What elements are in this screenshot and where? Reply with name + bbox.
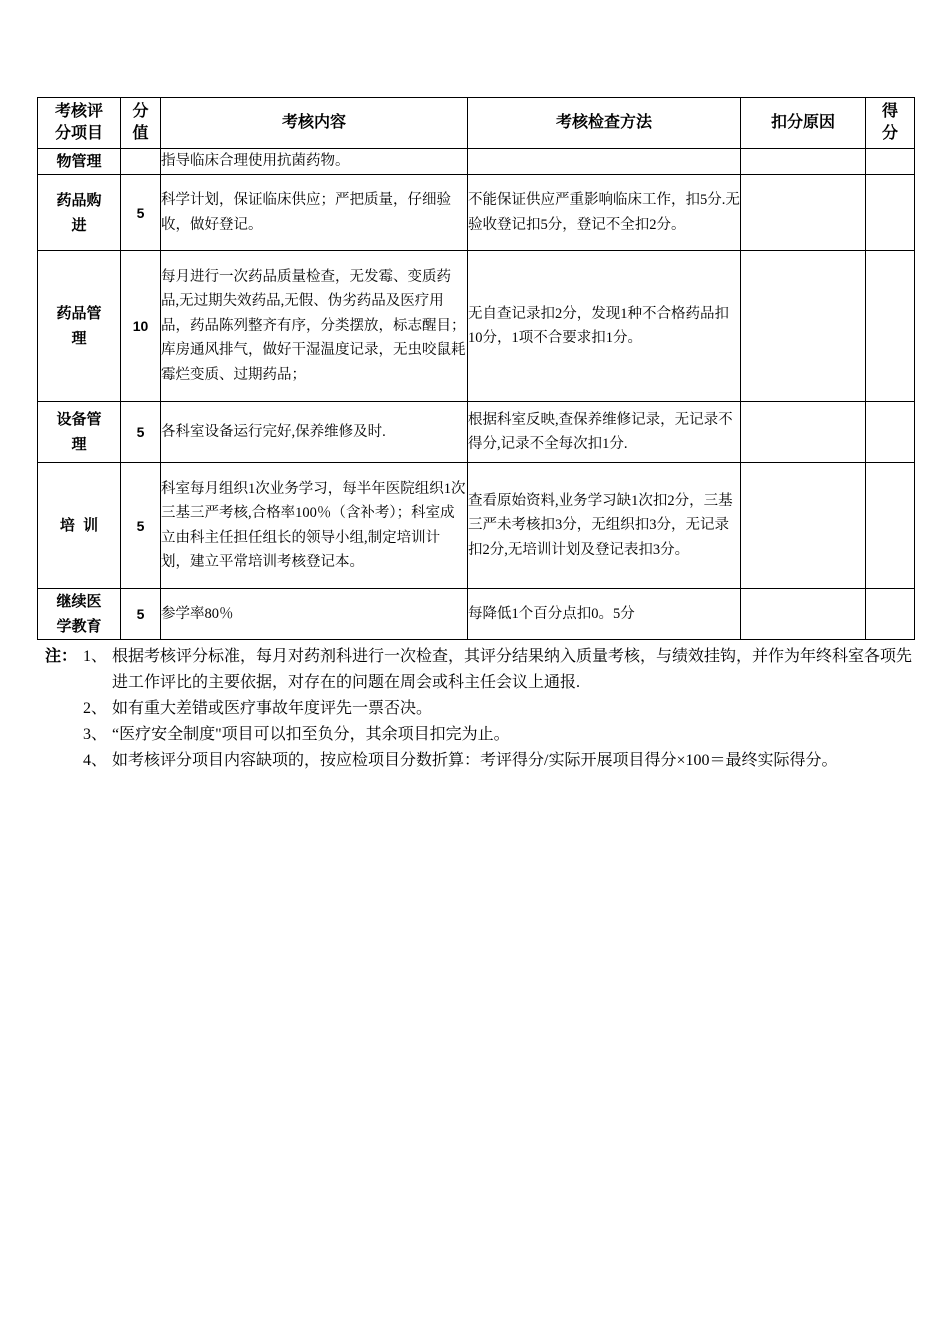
row-got-cell [866,251,915,402]
row-item: 设备管理 [38,402,121,463]
note-number: 3、 [83,726,108,743]
row-content: 指导临床合理使用抗菌药物。 [161,149,468,175]
row-item: 药品购进 [38,175,121,251]
row-method [468,149,741,175]
row-method: 不能保证供应严重影响临床工作，扣5分.无验收登记扣5分，登记不全扣2分。 [468,175,741,251]
row-score: 5 [121,402,161,463]
row-item: 培 训 [38,463,121,589]
table-row [38,251,915,402]
row-got-cell [866,589,915,640]
row-reason-cell [741,589,866,640]
row-content: 参学率80％ [161,589,468,640]
notes-section [37,644,914,774]
note-item [37,696,914,722]
table-row [38,589,915,640]
note-item [37,748,914,774]
row-got-cell [866,175,915,251]
notes-label: 注： [45,648,78,665]
note-text: 如有重大差错或医疗事故年度评先一票否决。 [112,700,433,717]
row-reason-cell [741,402,866,463]
header-row [38,98,915,149]
table-row [38,175,915,251]
row-item: 继续医学教育 [38,589,121,640]
row-score [121,149,161,175]
header-got: 得分 [866,98,915,149]
row-score: 5 [121,175,161,251]
row-item: 物管理 [38,149,121,175]
header-content: 考核内容 [161,98,468,149]
row-item: 药品管理 [38,251,121,402]
note-text: 如考核评分项目内容缺项的，按应检项目分数折算：考评得分/实际开展项目得分×100＝最终实际得分。 [112,752,838,769]
row-score: 5 [121,463,161,589]
note-text: “医疗安全制度"项目可以扣至负分，其余项目扣完为止。 [112,726,510,743]
note-number: 4、 [83,752,108,769]
note-number: 2、 [83,700,108,717]
row-method: 每降低1个百分点扣0。5分 [468,589,741,640]
table-row [38,463,915,589]
header-item: 考核评分项目 [38,98,121,149]
note-number: 1、 [83,648,108,665]
table-row [38,402,915,463]
header-score: 分值 [121,98,161,149]
row-method: 查看原始资料,业务学习缺1次扣2分，三基三严未考核扣3分，无组织扣3分，无记录扣2分,无培训计划及登记表扣3分。 [468,463,741,589]
row-got-cell [866,149,915,175]
row-method: 根据科室反映,查保养维修记录，无记录不得分,记录不全每次扣1分. [468,402,741,463]
row-reason-cell [741,463,866,589]
header-method: 考核检查方法 [468,98,741,149]
row-got-cell [866,402,915,463]
row-content: 各科室设备运行完好,保养维修及时. [161,402,468,463]
row-reason-cell [741,175,866,251]
note-text: 根据考核评分标准，每月对药剂科进行一次检查，其评分结果纳入质量考核，与绩效挂钩，并作为年终科室各项先进工作评比的主要依据，对存在的问题在周会或科主任会议上通报. [112,648,913,691]
assessment-table [37,97,915,640]
row-score: 10 [121,251,161,402]
row-score: 5 [121,589,161,640]
row-got-cell [866,463,915,589]
table-row [38,149,915,175]
row-reason-cell [741,251,866,402]
row-method: 无自查记录扣2分，发现1种不合格药品扣10分，1项不合要求扣1分。 [468,251,741,402]
note-item [37,722,914,748]
document-page [37,97,914,774]
row-content: 科学计划，保证临床供应；严把质量，仔细验收，做好登记。 [161,175,468,251]
row-content: 每月进行一次药品质量检查，无发霉、变质药品,无过期失效药品,无假、伪劣药品及医疗用品，药品陈列整齐有序，分类摆放，标志醒目；库房通风排气，做好干湿温度记录，无虫咬鼠耗霉烂变质、过期药品； [161,251,468,402]
row-content: 科室每月组织1次业务学习，每半年医院组织1次三基三严考核,合格率100％（含补考）；科室成立由科主任担任组长的领导小组,制定培训计划，建立平常培训考核登记本。 [161,463,468,589]
row-reason-cell [741,149,866,175]
header-reason: 扣分原因 [741,98,866,149]
note-item [37,644,914,696]
